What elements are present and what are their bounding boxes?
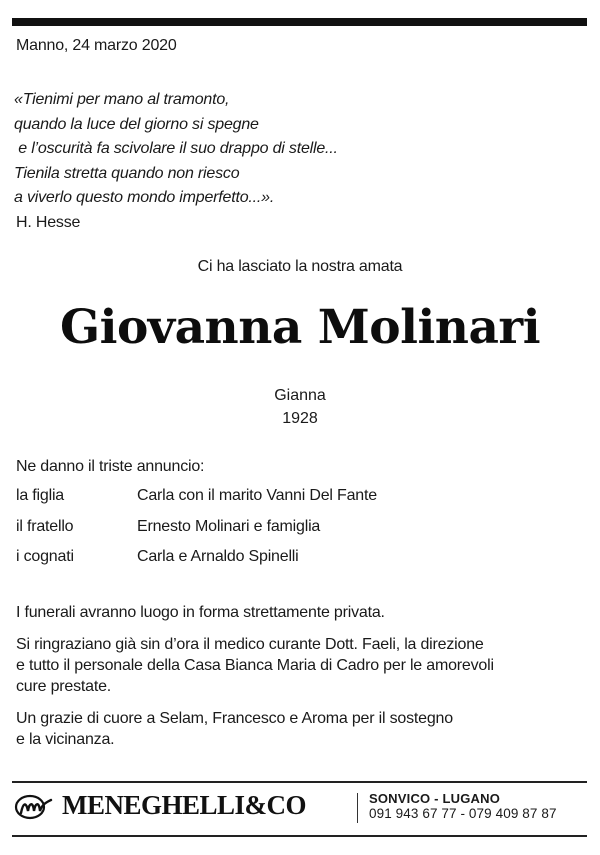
gratitude-paragraph [16,708,494,750]
deceased-nickname: Gianna [274,387,326,404]
announcement-heading: Ne danno il triste annuncio: [16,458,205,475]
meneghelli-monogram-icon [14,791,54,821]
family-relation: i cognati [16,548,74,565]
poem-quote [14,88,338,211]
birth-year: 1928 [282,410,318,427]
thanks-paragraph [16,634,494,697]
family-relation: la figlia [16,487,65,504]
quote-line: quando la luce del giorno si spegne [14,115,259,133]
quote-author: H. Hesse [16,214,81,231]
company-name: MENEGHELLI&CO [62,790,307,820]
paragraph-line: e la vicinanza. [16,731,115,748]
intro-text: Ci ha lasciato la nostra amata [197,258,403,275]
quote-line: a viverlo questo mondo imperfetto...». [14,189,275,206]
company-phones: 091 943 67 77 - 079 409 87 87 [369,806,557,821]
paragraph-line: Un grazie di cuore a Selam, Francesco e Aroma per il sostegno [16,710,453,727]
paragraph-line: Si ringraziano già sin d’ora il medico curante Dott. Faeli, la direzione [16,636,484,653]
quote-line: «Tienimi per mano al tramonto, [14,91,230,108]
footer-bottom-rule [12,835,587,837]
footer-top-rule [12,781,587,783]
paragraph-line: I funerali avranno luogo in forma strettamente privata. [16,604,385,621]
body-paragraphs [16,602,494,761]
place-date: Manno, 24 marzo 2020 [16,37,177,54]
family-names: Carla con il marito Vanni Del Fante [137,487,377,504]
family-names: Ernesto Molinari e famiglia [137,517,321,535]
family-relation: il fratello [16,517,74,535]
paragraph-line: e tutto il personale della Casa Bianca Maria di Cadro per le amorevoli [16,657,494,674]
paragraph-line: cure prestate. [16,678,112,695]
deceased-name: Giovanna Molinari [59,300,541,355]
footer-divider [357,793,358,823]
quote-line: e l’oscurità fa scivolare il suo drappo di stelle... [14,140,338,157]
top-rule [12,18,587,26]
company-location: SONVICO - LUGANO [369,791,501,806]
funeral-paragraph [16,602,494,623]
family-names: Carla e Arnaldo Spinelli [137,548,299,565]
quote-line: Tienila stretta quando non riesco [14,164,240,182]
